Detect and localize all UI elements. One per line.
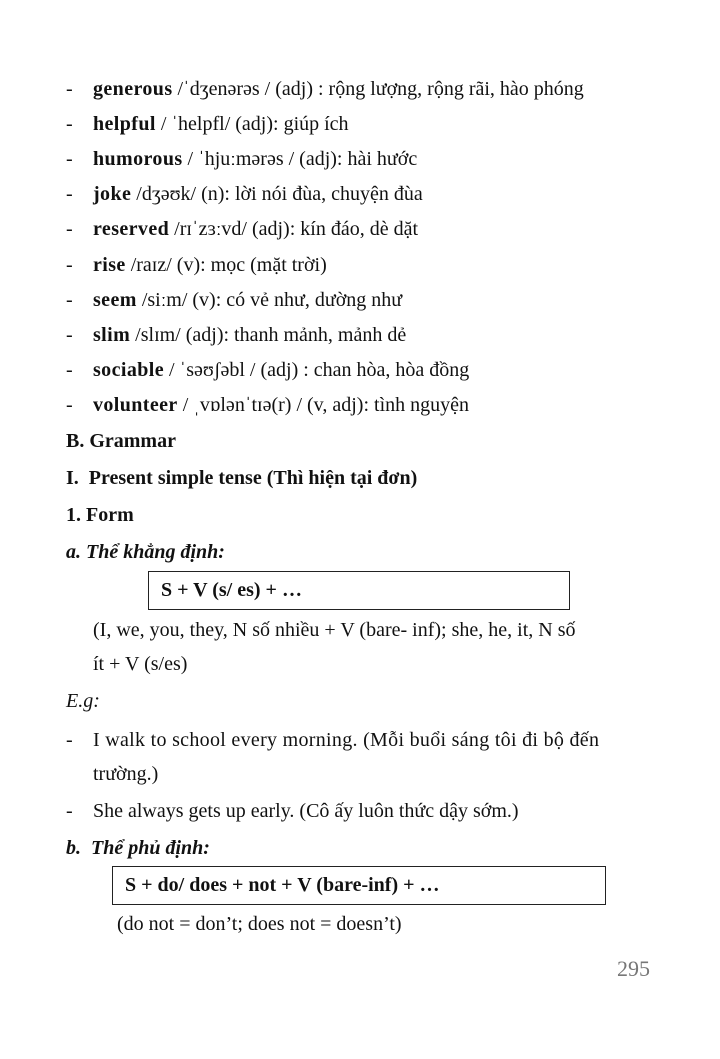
vocab-word: humorous [93, 148, 183, 170]
vocab-word: seem [93, 289, 137, 311]
affirmative-formula-box [148, 571, 570, 610]
page-number: 295 [617, 956, 650, 981]
example-text-line1: I walk to school every morning. (Mỗi buổi sáng tôi đi bộ đến [93, 729, 600, 751]
example-label: E.g: [66, 690, 100, 712]
negative-heading: b. Thể phủ định: [66, 837, 210, 859]
vocab-word: joke [93, 183, 132, 205]
bullet-dash: - [66, 254, 73, 276]
vocab-definition: /slɪm/ (adj): thanh mảnh, mảnh dẻ [130, 324, 407, 346]
vocab-definition: /siːm/ (v): có vẻ như, dường như [136, 289, 403, 311]
negative-note: (do not = don’t; does not = doesn’t) [117, 913, 402, 935]
vocab-word: slim [93, 324, 131, 346]
subsection-heading-form: 1. Form [66, 504, 134, 526]
affirmative-note-line1: (I, we, you, they, N số nhiều + V (bare- inf); she, he, it, N số [93, 619, 576, 641]
bullet-dash: - [66, 729, 73, 751]
section-heading-present-simple: I. Present simple tense (Thì hiện tại đơn) [66, 467, 418, 489]
section-heading-grammar: B. Grammar [66, 430, 176, 452]
vocab-definition: /ˈdʒenərəs / (adj) : rộng lượng, rộng rãi, hào phóng [172, 78, 584, 100]
bullet-dash: - [66, 800, 73, 822]
bullet-dash: - [66, 289, 73, 311]
vocab-definition: / ˈhelpfl/ (adj): giúp ích [155, 113, 349, 135]
bullet-dash: - [66, 78, 73, 100]
bullet-dash: - [66, 359, 73, 381]
vocab-definition: /rɪˈzɜːvd/ (adj): kín đáo, dè dặt [169, 218, 419, 240]
vocab-definition: /dʒəʊk/ (n): lời nói đùa, chuyện đùa [131, 183, 423, 205]
vocab-word: reserved [93, 218, 170, 240]
bullet-dash: - [66, 324, 73, 346]
vocab-definition: / ˈhjuːmərəs / (adj): hài hước [182, 148, 418, 170]
vocab-word: volunteer [93, 394, 178, 416]
bullet-dash: - [66, 148, 73, 170]
bullet-dash: - [66, 394, 73, 416]
negative-formula: S + do/ does + not + V (bare-inf) + … [125, 874, 440, 896]
vocab-word: rise [93, 254, 126, 276]
bullet-dash: - [66, 113, 73, 135]
affirmative-formula: S + V (s/ es) + … [161, 579, 302, 601]
negative-formula-box [112, 866, 606, 905]
affirmative-note-line2: ít + V (s/es) [93, 653, 188, 675]
vocab-word: helpful [93, 113, 156, 135]
vocab-definition: / ˌvɒlənˈtɪə(r) / (v, adj): tình nguyện [177, 394, 470, 416]
vocab-definition: / ˈsəʊʃəbl / (adj) : chan hòa, hòa đồng [163, 359, 470, 381]
vocab-definition: /raɪz/ (v): mọc (mặt trời) [125, 254, 327, 276]
bullet-dash: - [66, 218, 73, 240]
vocab-word: sociable [93, 359, 164, 381]
affirmative-heading: a. Thể khẳng định: [66, 541, 225, 563]
example-text-line2: trường.) [93, 763, 159, 785]
bullet-dash: - [66, 183, 73, 205]
example-text-line1: She always gets up early. (Cô ấy luôn thức dậy sớm.) [93, 800, 519, 822]
vocab-word: generous [93, 78, 173, 100]
